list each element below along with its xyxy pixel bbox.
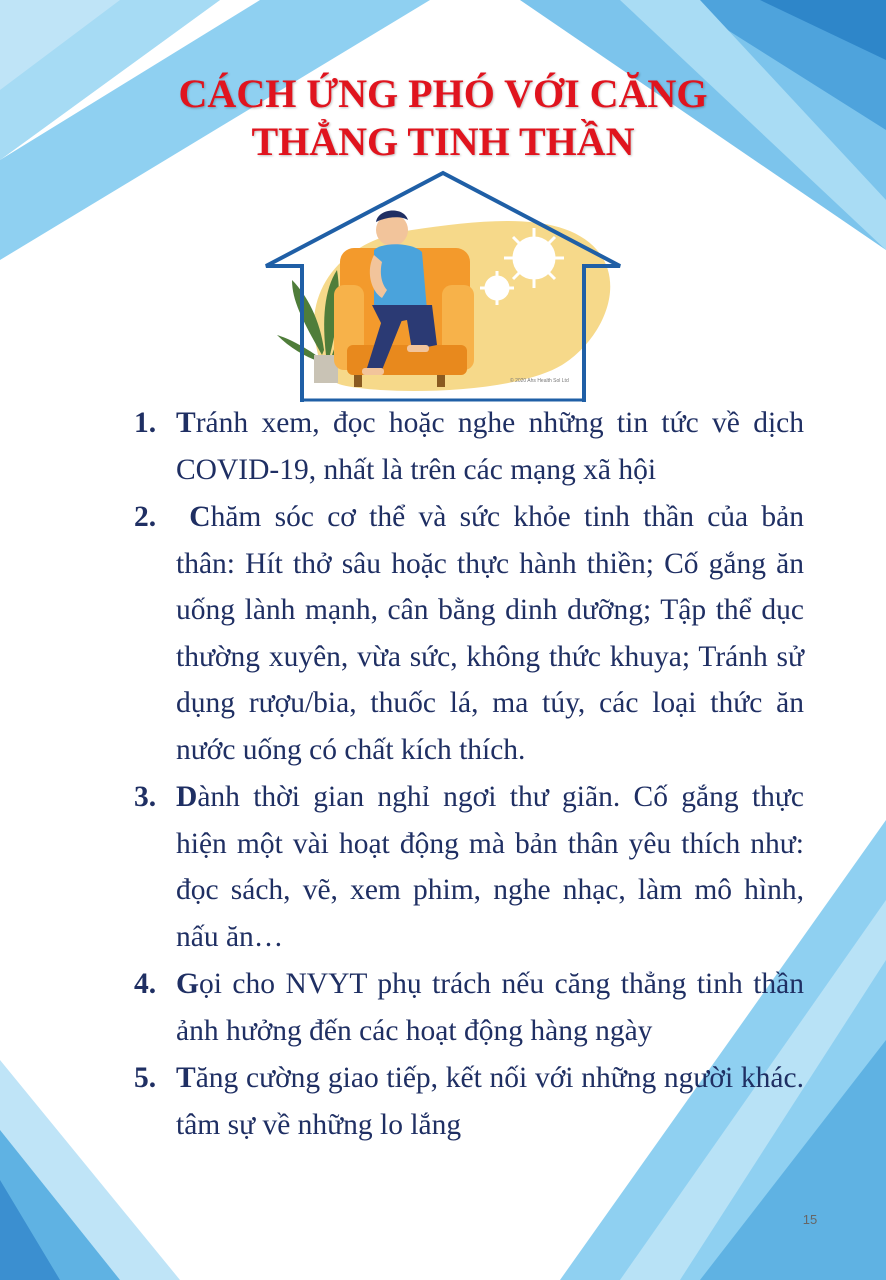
title-line-1: CÁCH ỨNG PHÓ VỚI CĂNG bbox=[178, 71, 708, 116]
list-item bbox=[128, 774, 804, 960]
item-number: 3. bbox=[134, 781, 157, 813]
item-text: ăng cường giao tiếp, kết nối với những người khác. tâm sự về những lo lắng bbox=[176, 1062, 804, 1141]
item-lead-letter: T bbox=[176, 1062, 196, 1094]
person-stressed-at-home-illustration bbox=[262, 170, 624, 402]
title-line-2: THẲNG TINH THẦN bbox=[251, 119, 635, 164]
item-lead-letter: G bbox=[176, 968, 199, 1000]
item-text: hăm sóc cơ thể và sức khỏe tinh thần của bản thân: Hít thở sâu hoặc thực hành thiền; Cố gắng ăn uống lành mạnh, cân bằng dinh dưỡng; Tập thể dục thường xuyên, vừa sức, không thức khuya; Tránh sử dụng rượu/bia, thuốc lá, ma túy, các loại thức ăn nước uống có chất kích thích. bbox=[176, 501, 804, 766]
item-number: 5. bbox=[134, 1062, 157, 1094]
item-number: 4. bbox=[134, 968, 157, 1000]
item-text: ành thời gian nghỉ ngơi thư giãn. Cố gắng thực hiện một vài hoạt động mà bản thân yêu thích như: đọc sách, vẽ, xem phim, nghe nhạc, làm mô hình, nấu ăn… bbox=[176, 781, 804, 953]
list-item bbox=[128, 961, 804, 1054]
item-lead-letter: D bbox=[176, 781, 198, 813]
item-text: ọi cho NVYT phụ trách nếu căng thẳng tinh thần ảnh hưởng đến các hoạt động hàng ngày bbox=[176, 968, 804, 1047]
item-text: ránh xem, đọc hoặc nghe những tin tức về dịch COVID-19, nhất là trên các mạng xã hội bbox=[176, 407, 804, 486]
illustration-caption: © 2020 Ahs Health Sol Ltd bbox=[510, 378, 569, 384]
page-number: 15 bbox=[802, 1212, 818, 1227]
item-number: 1. bbox=[134, 407, 157, 439]
list-item bbox=[128, 1055, 804, 1148]
item-lead-letter: C bbox=[176, 501, 211, 533]
item-lead-letter: T bbox=[176, 407, 196, 439]
page-title bbox=[0, 70, 886, 166]
item-number: 2. bbox=[134, 501, 157, 533]
list-item bbox=[128, 494, 804, 773]
tips-list bbox=[128, 400, 804, 1149]
list-item bbox=[128, 400, 804, 493]
